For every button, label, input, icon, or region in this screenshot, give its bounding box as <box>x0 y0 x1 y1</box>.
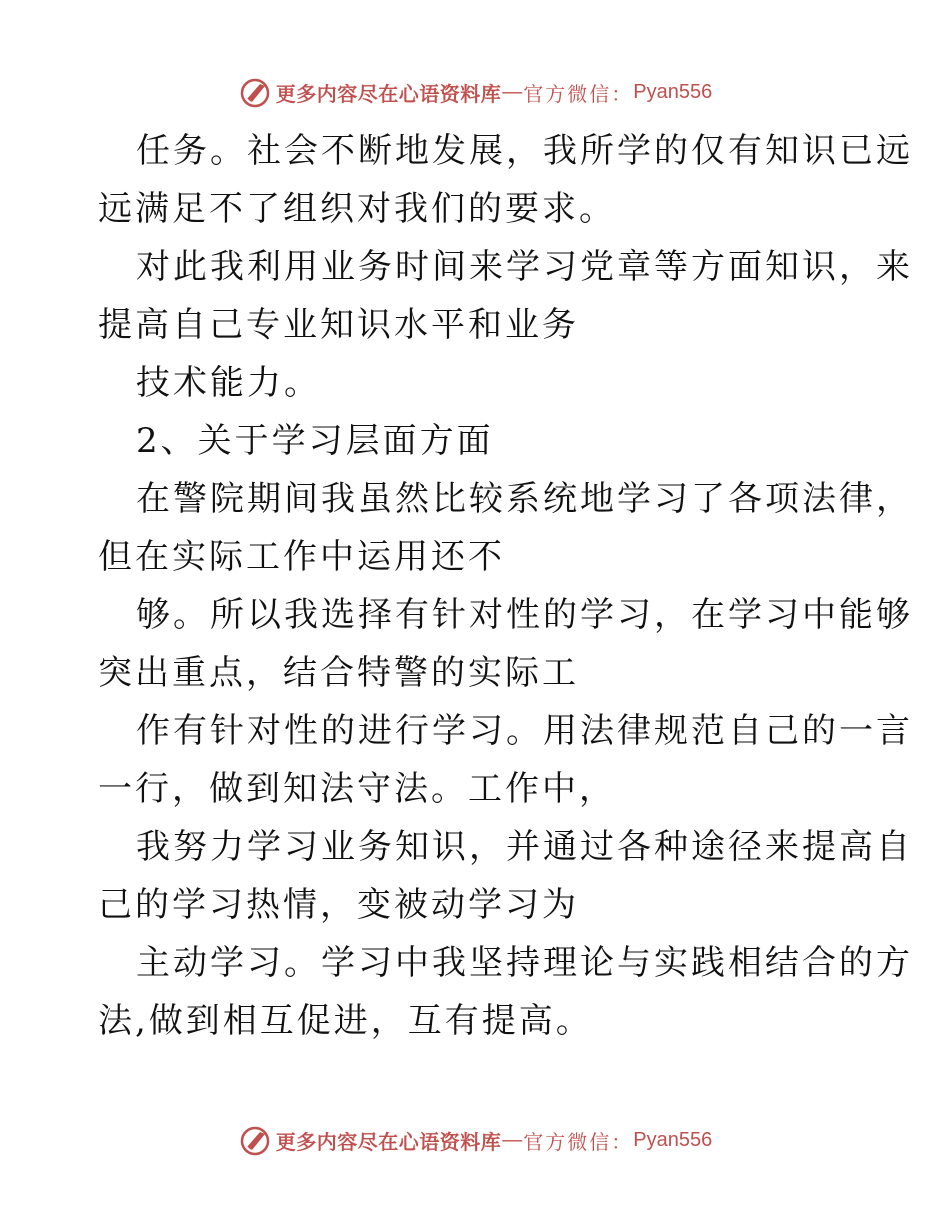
text-line: 任务。社会不断地发展，我所学的仅有知识已远 <box>136 131 913 171</box>
header-banner <box>0 72 950 112</box>
text-line: 在警院期间我虽然比较系统地学习了各项法律， <box>136 479 913 519</box>
text-line: 突出重点，结合特警的实际工 <box>98 653 579 693</box>
banner-dash: — <box>502 1128 523 1151</box>
pen-nib-logo-icon <box>238 1123 272 1157</box>
text-line: 提高自己专业知识水平和业务 <box>98 305 579 345</box>
footer-banner <box>0 1120 950 1160</box>
text-line: 己的学习热情，变被动学习为 <box>98 885 579 925</box>
text-line: 够。所以我选择有针对性的学习，在学习中能够 <box>136 595 913 635</box>
banner-wechat-id: Pyan556 <box>633 1128 713 1151</box>
text-line: 远满足不了组织对我们的要求。 <box>98 189 616 229</box>
text-line: 作有针对性的进行学习。用法律规范自己的一言 <box>136 711 913 751</box>
text-line: 但在实际工作中运用还不 <box>98 537 505 577</box>
banner-wechat-label: 官方微信： <box>523 81 634 106</box>
section-heading: 2、关于学习层面方面 <box>136 421 494 461</box>
document-body <box>98 122 913 1050</box>
banner-dash: — <box>502 80 523 103</box>
banner-wechat-id: Pyan556 <box>633 80 713 103</box>
text-line: 一行，做到知法守法。工作中， <box>98 769 616 809</box>
text-line: 主动学习。学习中我坚持理论与实践相结合的方 <box>136 943 913 983</box>
banner-wechat-label: 官方微信： <box>523 1129 634 1154</box>
text-line: 法,做到相互促进，互有提高。 <box>98 1001 593 1041</box>
text-line: 对此我利用业务时间来学习党章等方面知识，来 <box>136 247 913 287</box>
text-line: 我努力学习业务知识，并通过各种途径来提高自 <box>136 827 913 867</box>
text-line: 技术能力。 <box>136 363 321 403</box>
banner-brand: 更多内容尽在心语资料库 <box>275 81 502 106</box>
banner-brand: 更多内容尽在心语资料库 <box>275 1129 502 1154</box>
pen-nib-logo-icon <box>238 75 272 109</box>
